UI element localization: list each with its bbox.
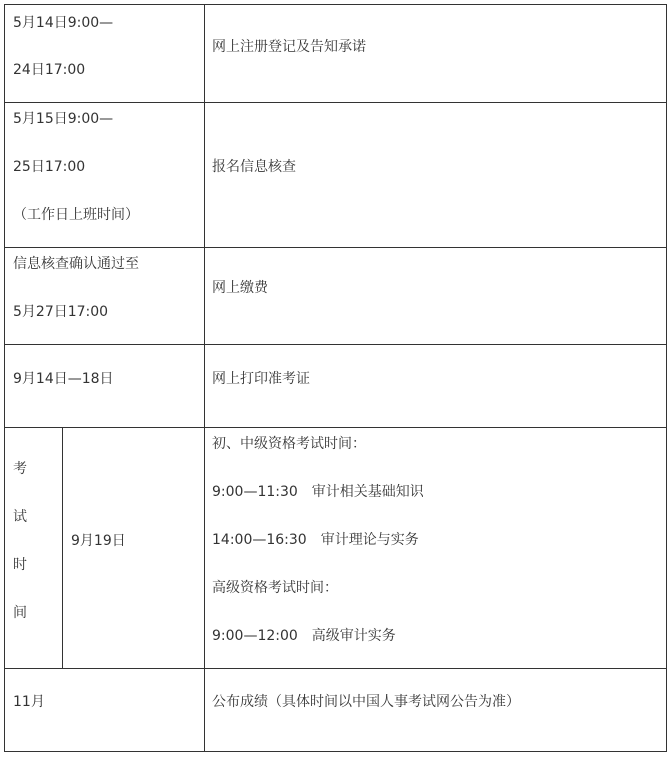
exam-detail-line: 9:00—11:30 审计相关基础知识 bbox=[212, 484, 424, 500]
table-border-top bbox=[4, 4, 667, 5]
date-cell-line: 9月14日—18日 bbox=[13, 371, 114, 387]
date-cell-line: 5月14日9:00— bbox=[13, 15, 114, 31]
date-cell-line: 5月15日9:00— bbox=[13, 111, 114, 127]
date-cell-line: 11月 bbox=[13, 694, 45, 710]
row-divider bbox=[4, 668, 667, 669]
row-divider bbox=[4, 247, 667, 248]
date-cell-line: 24日17:00 bbox=[13, 62, 86, 78]
row-divider bbox=[4, 344, 667, 345]
event-cell: 网上注册登记及告知承诺 bbox=[212, 39, 366, 55]
event-cell: 网上缴费 bbox=[212, 280, 268, 296]
row-divider bbox=[4, 102, 667, 103]
exam-detail-line: 高级资格考试时间： bbox=[212, 580, 338, 596]
table-border-right bbox=[666, 4, 667, 752]
exam-label-char: 考 bbox=[13, 461, 27, 477]
event-cell: 公布成绩（具体时间以中国人事考试网公告为准） bbox=[212, 694, 520, 710]
table-border-left bbox=[4, 4, 5, 752]
date-cell-line: 25日17:00 bbox=[13, 159, 86, 175]
exam-label-char: 试 bbox=[13, 509, 27, 525]
column-divider bbox=[204, 4, 205, 752]
column-divider-exam bbox=[62, 427, 63, 668]
event-cell: 报名信息核查 bbox=[212, 159, 296, 175]
row-divider bbox=[4, 427, 667, 428]
exam-detail-line: 初、中级资格考试时间： bbox=[212, 436, 366, 452]
date-cell-line: 5月27日17:00 bbox=[13, 304, 109, 320]
exam-label-char: 时 bbox=[13, 557, 27, 573]
exam-date: 9月19日 bbox=[71, 533, 126, 549]
event-cell: 网上打印准考证 bbox=[212, 371, 310, 387]
exam-detail-line: 14:00—16:30 审计理论与实务 bbox=[212, 532, 419, 548]
date-cell-line: （工作日上班时间） bbox=[13, 207, 139, 223]
exam-label-char: 间 bbox=[13, 605, 27, 621]
date-cell-line: 信息核查确认通过至 bbox=[13, 256, 139, 272]
table-border-bottom bbox=[4, 751, 667, 752]
exam-detail-line: 9:00—12:00 高级审计实务 bbox=[212, 628, 396, 644]
